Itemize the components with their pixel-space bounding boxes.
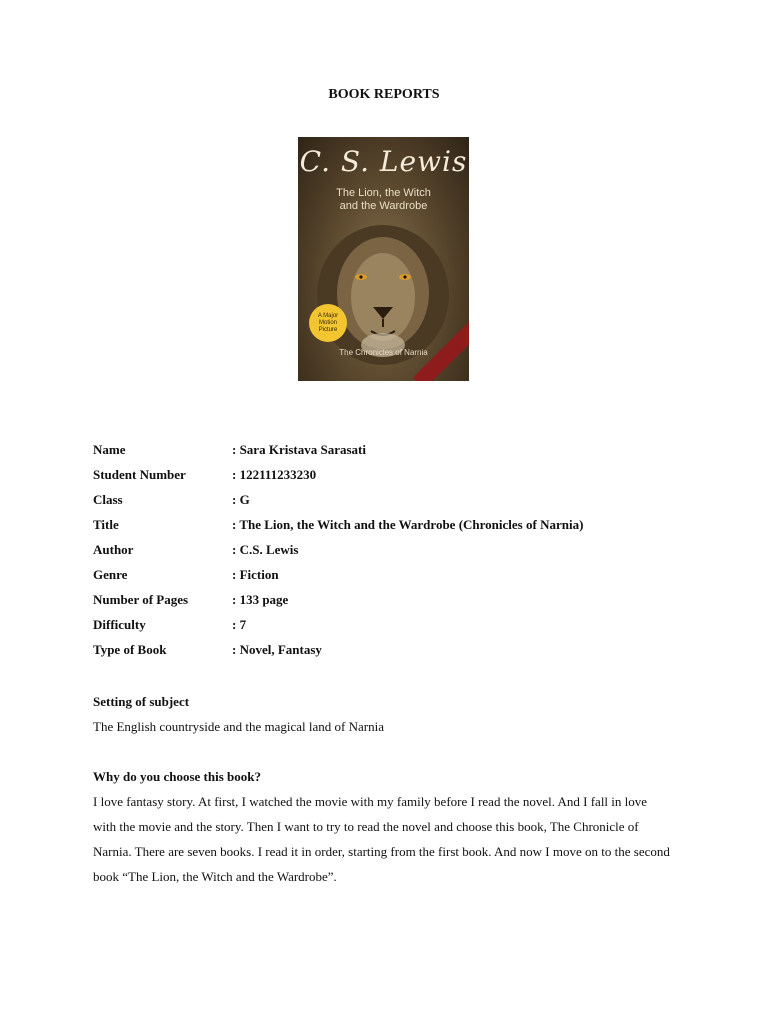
setting-section <box>93 689 693 739</box>
badge-line: Picture <box>318 326 338 333</box>
info-value: : Fiction <box>232 567 279 583</box>
book-info-table <box>93 437 713 663</box>
info-row-name <box>93 437 713 462</box>
why-section <box>93 764 693 889</box>
badge-line: A Major <box>317 312 339 319</box>
info-value: : C.S. Lewis <box>232 541 299 557</box>
cover-title-line: and the Wardrobe <box>339 200 428 212</box>
info-row-type-of-book <box>93 638 713 663</box>
info-label: Author <box>93 541 134 557</box>
info-label: Class <box>93 491 123 507</box>
motion-picture-badge <box>309 304 347 342</box>
info-label: Type of Book <box>93 642 167 658</box>
info-row-author <box>93 537 713 562</box>
info-label: Genre <box>93 567 128 583</box>
cover-author: C. S. Lewis <box>299 145 468 178</box>
info-value: : 7 <box>232 617 247 633</box>
info-label: Name <box>93 441 126 457</box>
book-cover-image <box>298 137 469 381</box>
info-value: : The Lion, the Witch and the Wardrobe (Chronicles of Narnia) <box>232 516 584 532</box>
info-row-student-number <box>93 462 713 487</box>
info-label: Student Number <box>93 466 186 482</box>
cover-title-line: The Lion, the Witch <box>336 187 431 199</box>
info-value: : Sara Kristava Sarasati <box>232 441 366 457</box>
cover-title <box>298 187 469 213</box>
info-label: Difficulty <box>93 617 146 633</box>
cover-series: The Chronicles of Narnia <box>339 348 428 357</box>
setting-heading: Setting of subject <box>93 694 190 709</box>
lion-face-illustration <box>313 215 453 365</box>
page-title: BOOK REPORTS <box>328 87 440 102</box>
info-row-genre <box>93 562 713 587</box>
info-value: : G <box>232 491 250 507</box>
setting-text: The English countryside and the magical land of Narnia <box>93 719 384 734</box>
why-heading: Why do you choose this book? <box>93 769 261 784</box>
info-label: Title <box>93 516 119 532</box>
info-row-title <box>93 512 713 537</box>
info-value: : 133 page <box>232 592 289 608</box>
info-row-number-of-pages <box>93 588 713 613</box>
why-text: I love fantasy story. At first, I watched the movie with my family before I read the novel. And I fall in love with the movie and the story. Then I want to try to read the novel and choose this book, The Chronicle of Narnia. There are seven books. I read it in order, starting from the first book. And now I move on to the second book “The Lion, the Witch and the Wardrobe”. <box>93 794 670 884</box>
info-value: : Novel, Fantasy <box>232 642 322 658</box>
badge-line: Motion <box>318 319 337 326</box>
info-row-difficulty <box>93 613 713 638</box>
info-value: : 122111233230 <box>232 466 317 482</box>
info-label: Number of Pages <box>93 592 189 608</box>
info-row-class <box>93 487 713 512</box>
